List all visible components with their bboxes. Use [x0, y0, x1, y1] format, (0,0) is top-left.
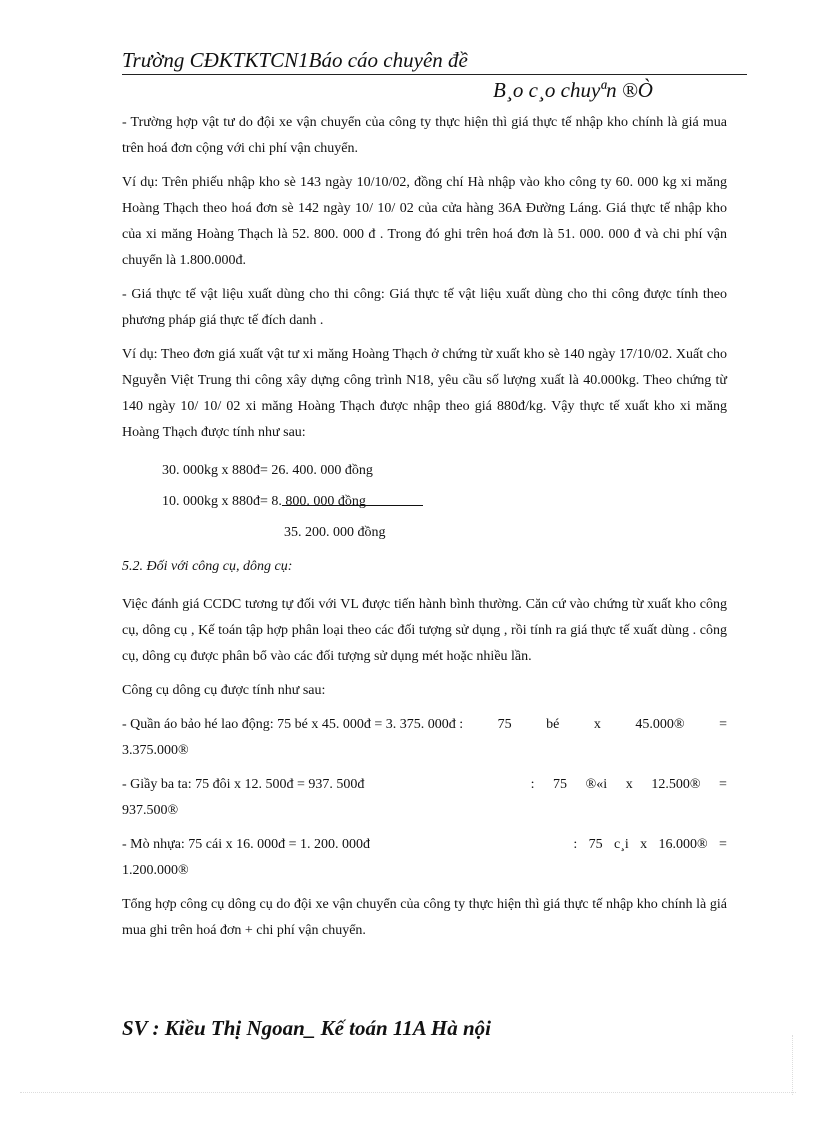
- page-border-bottom: [20, 1092, 796, 1093]
- item-price: 12.500®: [651, 777, 701, 792]
- item-row: [122, 832, 727, 884]
- sum-rule: [282, 505, 423, 506]
- page-border-right: [792, 1035, 793, 1095]
- calc-total-value: 35. 200. 000 đồng: [284, 525, 386, 540]
- paragraph: - Trường hợp vật tư do đội xe vận chuyển của công ty thực hiện thì giá thực tế nhập kho chính là giá mua trên hoá đơn cộng với chi phí vận chuyển.: [122, 115, 727, 156]
- item-row: [122, 712, 727, 764]
- item-qty: 75: [497, 717, 512, 732]
- item-price: 16.000®: [658, 837, 708, 852]
- calc-line: [122, 485, 727, 516]
- calc-total: [122, 516, 727, 550]
- paragraph: Ví dụ: Theo đơn giá xuất vật tư xi măng Hoàng Thạch ở chứng từ xuất kho sè 140 ngày 17/10/02. Xuất cho Nguyễn Việt Trung thi công xây dựng công trình N18, yêu cầu số lượng xuất là 40.000kg. Theo chứng từ 140 ngày 10/ 10/ 02 xi măng Hoàng Thạch được nhập theo giá 880đ/kg. Vậy thực tế xuất kho xi măng Hoàng Thạch được tính như sau:: [122, 347, 727, 440]
- paragraph: - Giá thực tế vật liệu xuất dùng cho thi công: Giá thực tế vật liệu xuất dùng cho thi công được tính theo phương pháp giá thực tế đích danh .: [122, 287, 727, 328]
- item-qty: 75: [588, 837, 603, 852]
- calc-line: [122, 454, 727, 485]
- item-times: x: [593, 717, 601, 732]
- calc-line-1: 30. 000kg x 880đ= 26. 400. 000 đồng: [162, 463, 373, 478]
- calc-line-2: 10. 000kg x 880đ= 8. 800. 000 đồng: [162, 494, 366, 509]
- item-qty: 75: [553, 777, 568, 792]
- item-equals: =: [719, 717, 727, 732]
- document-body: [122, 110, 727, 952]
- item-times: x: [640, 837, 648, 852]
- item-colon: :: [573, 837, 578, 852]
- item-label: - Giầy ba ta: 75 đôi x 12. 500đ = 937. 500đ: [122, 777, 365, 792]
- item-label: - Quần áo bảo hé lao động: 75 bé x 45. 000đ = 3. 375. 000đ :: [122, 717, 464, 732]
- header-title: Trường CĐKTKTCN1Báo cáo chuyên đề: [122, 48, 468, 72]
- item-price: 45.000®: [635, 717, 685, 732]
- header-subtitle: B¸o c¸o chuyªn ®Ò: [493, 78, 653, 102]
- item-total: 937.500®: [122, 803, 179, 818]
- paragraph: Việc đánh giá CCDC tương tự đối với VL được tiến hành bình thường. Căn cứ vào chứng từ xuất kho công cụ, dông cụ , Kế toán tập hợp phân loại theo các đối tượng sử dụng , rồi tính ra giá thực tế xuất dùng . công cụ, dông cụ được phân bổ vào các đối tượng sử dụng mét hoặc nhiều lần.: [122, 597, 727, 664]
- footer-author: SV : Kiều Thị Ngoan_ Kế toán 11A Hà nội: [122, 1016, 491, 1040]
- item-unit: ®«i: [585, 777, 608, 792]
- paragraph: Ví dụ: Trên phiếu nhập kho sè 143 ngày 10/10/02, đồng chí Hà nhập vào kho công ty 60. 000 kg xi măng Hoàng Thạch theo hoá đơn sè 142 ngày 10/ 10/ 02 của cửa hàng 36A Đường Láng. Giá thực tế nhập kho của xi măng Hoàng Thạch là 52. 800. 000 đ . Trong đó ghi trên hoá đơn là 51. 000. 000 đ và chi phí vận chuyển là 1.800.000đ.: [122, 175, 727, 268]
- item-colon: :: [530, 777, 535, 792]
- item-times: x: [625, 777, 633, 792]
- section-title: 5.2. Đối với công cụ, dông cụ:: [122, 559, 293, 574]
- item-unit: bé: [546, 717, 560, 732]
- item-total: 3.375.000®: [122, 743, 189, 758]
- item-total: 1.200.000®: [122, 863, 189, 878]
- item-equals: =: [719, 837, 727, 852]
- item-label: - Mò nhựa: 75 cái x 16. 000đ = 1. 200. 000đ: [122, 837, 371, 852]
- item-equals: =: [719, 777, 727, 792]
- paragraph: Công cụ dông cụ được tính như sau:: [122, 683, 326, 698]
- item-unit: c¸i: [614, 837, 629, 852]
- item-row: [122, 772, 727, 824]
- paragraph: Tổng hợp công cụ dông cụ do đội xe vận chuyển của công ty thực hiện thì giá thực tế nhập kho chính là giá mua ghi trên hoá đơn + chi phí vận chuyển.: [122, 897, 727, 938]
